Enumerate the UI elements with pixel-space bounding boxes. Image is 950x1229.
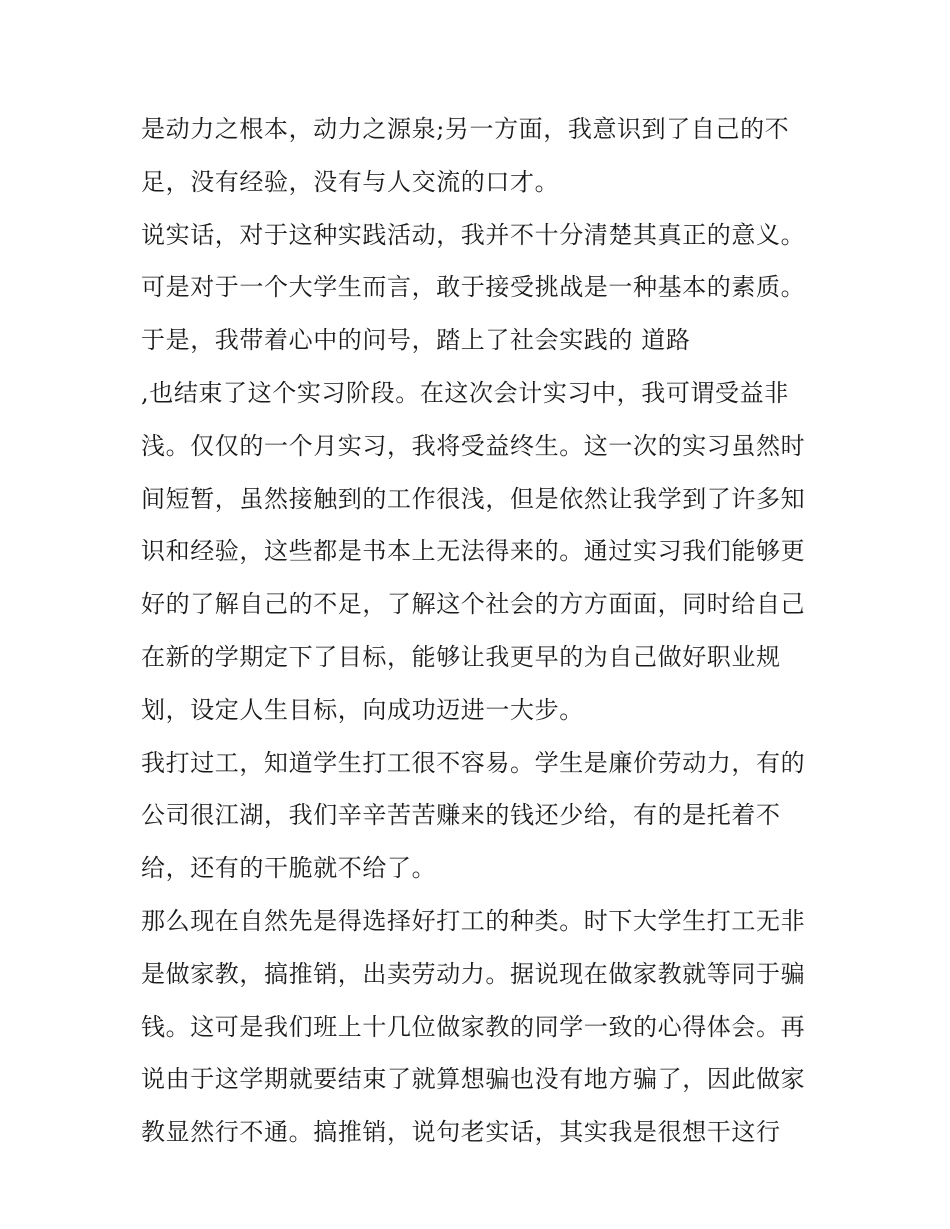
text-line: 是动力之根本，动力之源泉;另一方面，我意识到了自己的不 [141, 115, 790, 143]
text-line: ,也结束了这个实习阶段。在这次会计实习中，我可谓受益非 [141, 378, 789, 407]
text-line: 浅。仅仅的一个月实习，我将受益终生。这一次的实习虽然时 [141, 431, 806, 460]
text-line: 说由于这学期就要结束了就算想骗也没有地方骗了，因此做家 [141, 1065, 806, 1094]
document-body [141, 103, 841, 1159]
text-line: 是做家教，搞推销，出卖劳动力。据说现在做家教就等同于骗 [141, 959, 806, 988]
text-line: 公司很江湖，我们辛辛苦苦赚来的钱还少给，有的是托着不 [141, 801, 781, 830]
text-line: 好的了解自己的不足，了解这个社会的方方面面，同时给自己 [141, 590, 806, 619]
text-line: 划，设定人生目标，向成功迈进一大步。 [141, 695, 584, 724]
text-line: 那么现在自然先是得选择好打工的种类。时下大学生打工无非 [141, 906, 806, 935]
text-line: 间短暂，虽然接触到的工作很浅，但是依然让我学到了许多知 [141, 484, 806, 513]
text-line: 教显然行不通。搞推销，说句老实话，其实我是很想干这行 [141, 1118, 781, 1147]
text-line: 说实话，对于这种实践活动，我并不十分清楚其真正的意义。 [141, 220, 806, 249]
text-line: 于是，我带着心中的问号，踏上了社会实践的 道路 [141, 326, 691, 355]
text-line: 足，没有经验，没有与人交流的口才。 [141, 167, 560, 196]
text-line: 给，还有的干脆就不给了。 [141, 854, 437, 883]
text-line: 钱。这可是我们班上十几位做家教的同学一致的心得体会。再 [141, 1012, 806, 1041]
text-line: 在新的学期定下了目标，能够让我更早的为自己做好职业规 [141, 642, 781, 671]
text-line: 可是对于一个大学生而言，敢于接受挑战是一种基本的素质。 [141, 273, 806, 302]
text-line: 识和经验，这些都是书本上无法得来的。通过实习我们能够更 [141, 537, 806, 566]
text-line: 我打过工，知道学生打工很不容易。学生是廉价劳动力，有的 [141, 748, 806, 777]
